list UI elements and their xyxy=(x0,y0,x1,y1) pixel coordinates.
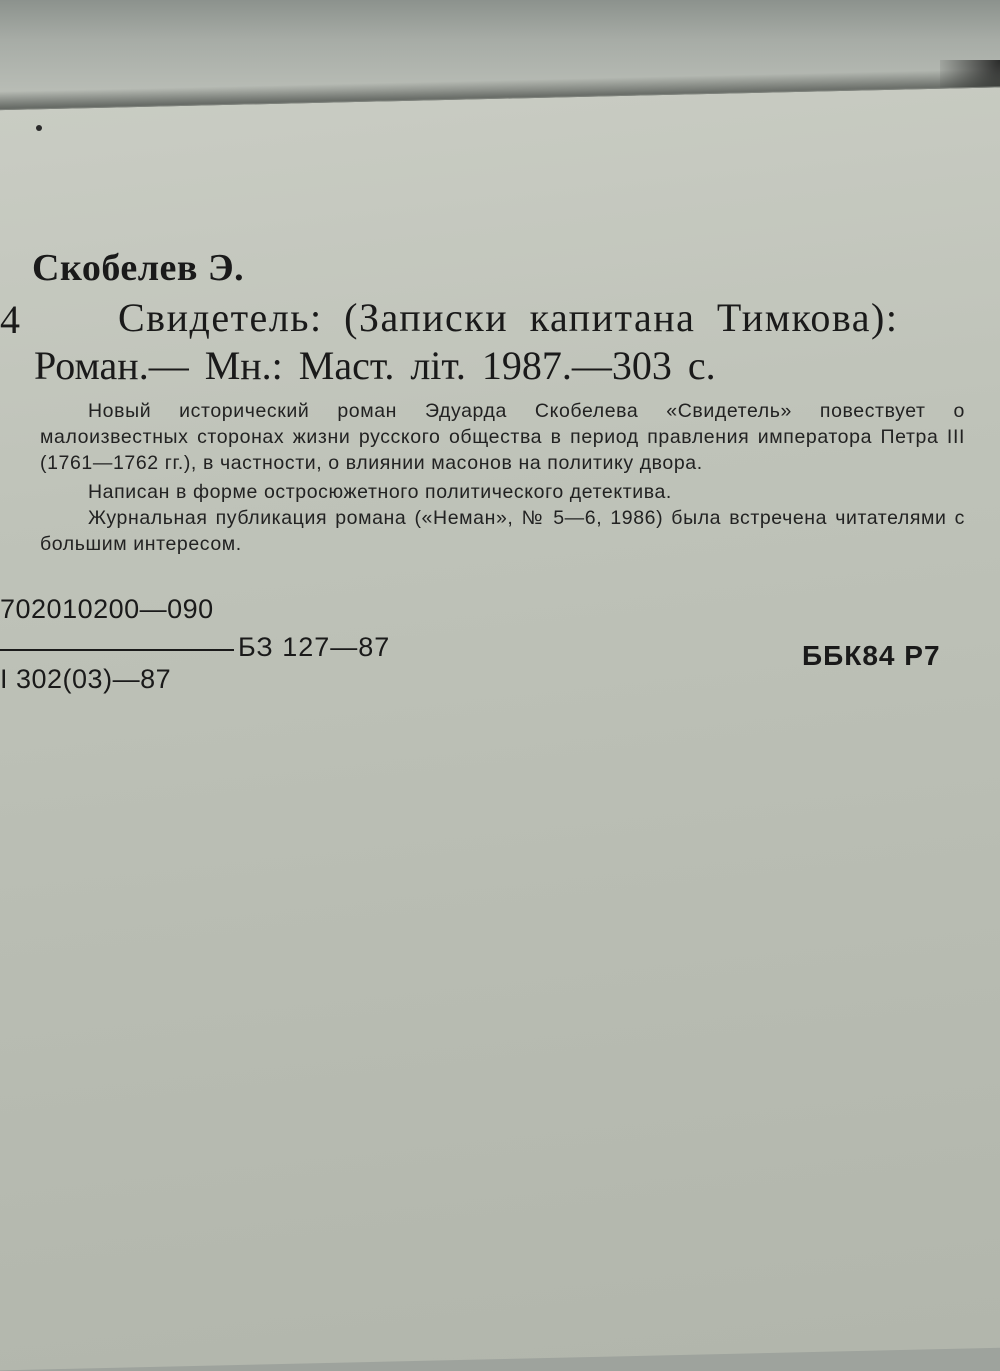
bz-code: БЗ 127—87 xyxy=(238,632,391,662)
publication-info: Роман.— Мн.: Маст. літ. 1987.—303 с. xyxy=(34,343,716,388)
classification-code-denominator: I 302(03)—87 xyxy=(0,664,172,694)
index-mark: 4 xyxy=(0,297,20,342)
book-title: Свидетель: (Записки капитана Тимкова): xyxy=(118,295,899,340)
author-name: Скобелев Э. xyxy=(32,247,245,289)
classification-code-numerator: 702010200—090 xyxy=(0,594,214,624)
annotation-paragraph: Написан в форме остросюжетного политического детектива. xyxy=(88,481,672,503)
annotation-paragraph: Журнальная публикация романа («Неман», № 5—6, 1986) была встречена читателями с большим интересом. xyxy=(40,507,965,555)
annotation xyxy=(40,398,965,557)
fraction-rule xyxy=(0,649,234,651)
ink-speck xyxy=(36,125,42,131)
annotation-paragraph: Новый исторический роман Эдуарда Скобелева «Свидетель» повествует о малоизвестных сторонах жизни русского общества в период правления императора Петра III (1761—1762 гг.), в частности, о влиянии масонов на политику двора. xyxy=(40,400,965,474)
bbk-code: ББК84 Р7 xyxy=(802,640,941,671)
